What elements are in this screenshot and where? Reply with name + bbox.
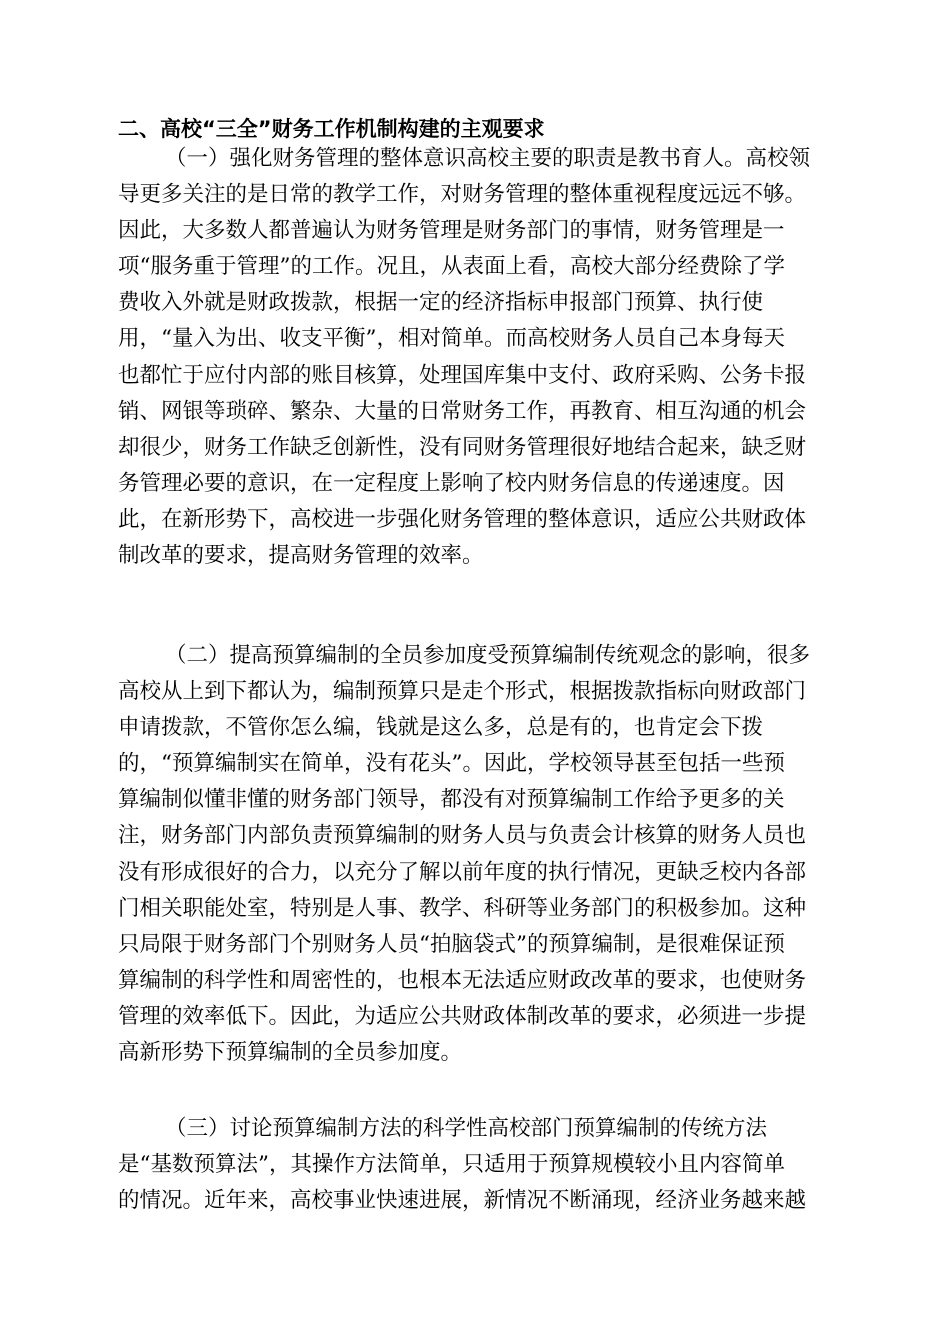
text-line: 门相关职能处室，特别是人事、教学、科研等业务部门的积极参加。这种 <box>118 895 807 921</box>
text-line: 算编制的科学性和周密性的，也根本无法适应财政改革的要求，也使财务 <box>118 967 807 993</box>
paragraph-3 <box>118 1111 806 1219</box>
text-line: 制改革的要求，提高财务管理的效率。 <box>118 543 484 569</box>
text-line: 导更多关注的是日常的教学工作，对财务管理的整体重视程度远远不够。 <box>118 182 807 208</box>
text-line: 销、网银等琐碎、繁杂、大量的日常财务工作，再教育、相互沟通的机会 <box>118 398 807 424</box>
text-line: 是“基数预算法”，其操作方法简单，只适用于预算规模较小且内容简单 <box>118 1152 785 1178</box>
text-line: 管理的效率低下。因此，为适应公共财政体制改革的要求，必须进一步提 <box>118 1003 807 1029</box>
text-line: 没有形成很好的合力，以充分了解以前年度的执行情况，更缺乏校内各部 <box>118 859 807 885</box>
text-line: 的情况。近年来，高校事业快速进展，新情况不断涌现，经济业务越来越 <box>118 1188 807 1214</box>
text-line: 申请拨款，不管你怎么编，钱就是这么多，总是有的，也肯定会下拨 <box>118 715 764 741</box>
text-line: 务管理必要的意识，在一定程度上影响了校内财务信息的传递速度。因 <box>118 470 785 496</box>
text-line: 高校从上到下都认为，编制预算只是走个形式，根据拨款指标向财政部门 <box>118 679 807 705</box>
text-line: （一）强化财务管理的整体意识高校主要的职责是教书育人。高校领 <box>165 146 811 171</box>
text-line: 算编制似懂非懂的财务部门领导，都没有对预算编制工作给予更多的关 <box>118 787 785 813</box>
text-line: 高新形势下预算编制的全员参加度。 <box>118 1040 463 1066</box>
text-line: （二）提高预算编制的全员参加度受预算编制传统观念的影响，很多 <box>165 643 811 668</box>
text-line: 也都忙于应付内部的账目核算，处理国库集中支付、政府采购、公务卡报 <box>118 362 807 388</box>
text-line: 只局限于财务部门个别财务人员“拍脑袋式”的预算编制，是很难保证预 <box>118 931 785 957</box>
text-line: 却很少，财务工作缺乏创新性，没有同财务管理很好地结合起来，缺乏财 <box>118 434 807 460</box>
text-line: 费收入外就是财政拨款，根据一定的经济指标申报部门预算、执行使 <box>118 290 764 316</box>
text-line: 此，在新形势下，高校进一步强化财务管理的整体意识，适应公共财政体 <box>118 506 807 532</box>
text-line: 的，“预算编制实在简单，没有花头”。因此，学校领导甚至包括一些预 <box>118 751 785 777</box>
text-line: 因此，大多数人都普遍认为财务管理是财务部门的事情，财务管理是一 <box>118 218 785 244</box>
text-line: 注，财务部门内部负责预算编制的财务人员与负责会计核算的财务人员也 <box>118 823 807 849</box>
text-line: （三）讨论预算编制方法的科学性高校部门预算编制的传统方法 <box>165 1116 768 1141</box>
paragraph-1 <box>118 141 810 574</box>
paragraph-2 <box>118 638 810 1071</box>
text-line: 用，“量入为出、收支平衡”，相对简单。而高校财务人员自己本身每天 <box>118 326 785 352</box>
text-line: 项“服务重于管理”的工作。况且，从表面上看，高校大部分经费除了学 <box>118 254 785 280</box>
section-heading: 二、高校“三全”财务工作机制构建的主观要求 <box>118 117 545 141</box>
